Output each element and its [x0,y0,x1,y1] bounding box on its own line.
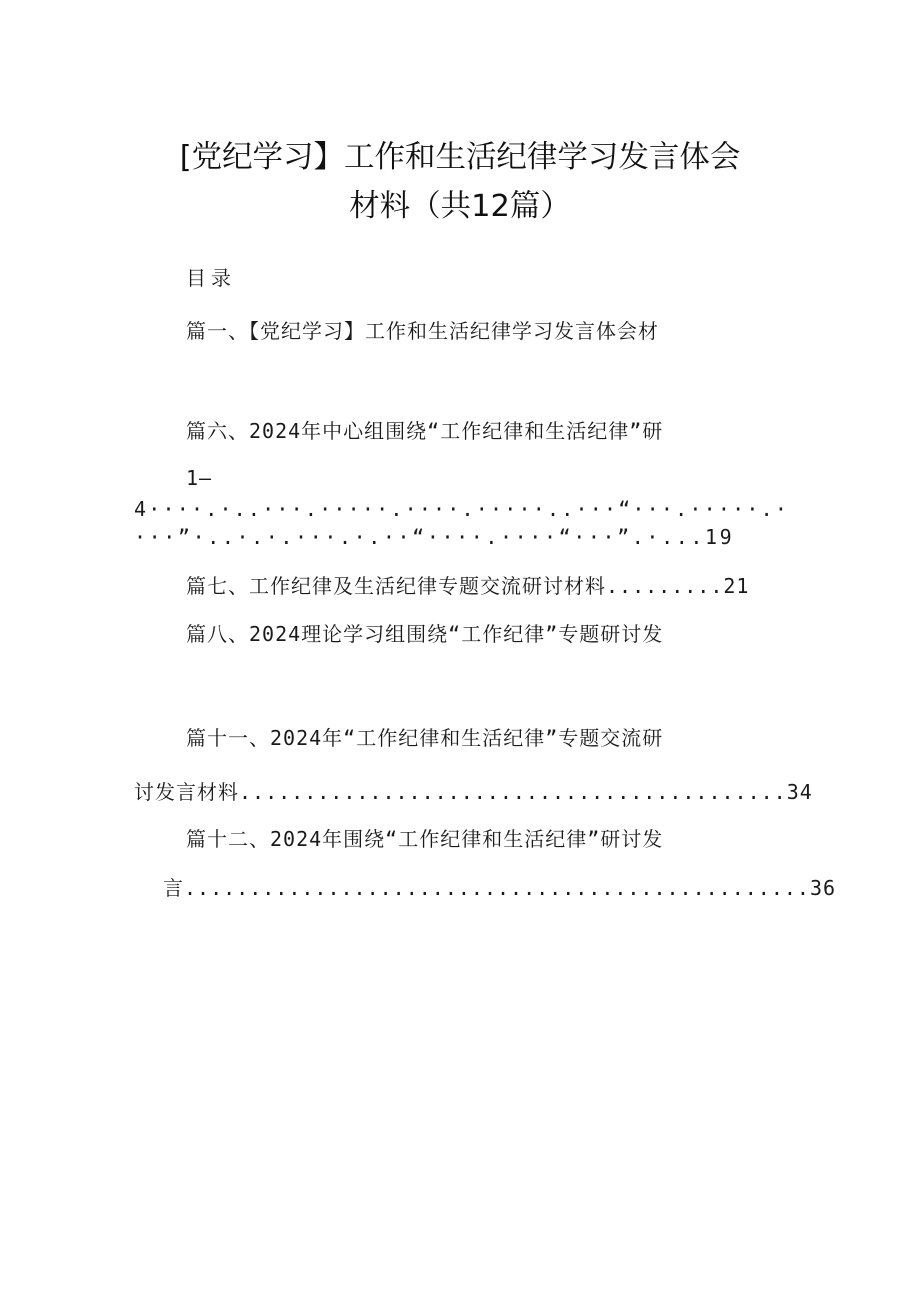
toc-entry-7[interactable]: 篇七、工作纪律及生活纪律专题交流研讨材料.........21 [186,574,750,598]
toc-entry-11-line-2[interactable]: 讨发言材料..........................................34 [134,780,813,804]
toc-entry-6-line-1[interactable]: 篇六、2024年中心组围绕“工作纪律和生活纪律”研 [186,419,664,443]
document-title-line-2: 材料（共12篇） [349,189,571,224]
document-title-line-1: [党纪学习】工作和生活纪律学习发言体会 [179,140,741,175]
toc-entry-6-line-4[interactable]: ···”·..·.·.···.·.··“····.····“···”.·...19 [134,525,735,549]
toc-entry-8[interactable]: 篇八、2024理论学习组围绕“工作纪律”专题研讨发 [186,622,664,646]
toc-entry-11-line-1[interactable]: 篇十一、2024年“工作纪律和生活纪律”专题交流研 [186,726,664,750]
toc-entry-6-line-2[interactable]: 1— [186,466,213,490]
toc-entry-1[interactable]: 篇一、【党纪学习】工作和生活纪律学习发言体会材 [186,319,659,343]
toc-entry-6-line-3[interactable]: 4····.·..···.·····.····.·····..···“···.·····.· [134,497,790,521]
toc-entry-12-line-2[interactable]: 言................................................36 [163,876,837,900]
toc-entry-12-line-1[interactable]: 篇十二、2024年围绕“工作纪律和生活纪律”研讨发 [186,827,664,851]
toc-heading: 目录 [186,266,236,290]
